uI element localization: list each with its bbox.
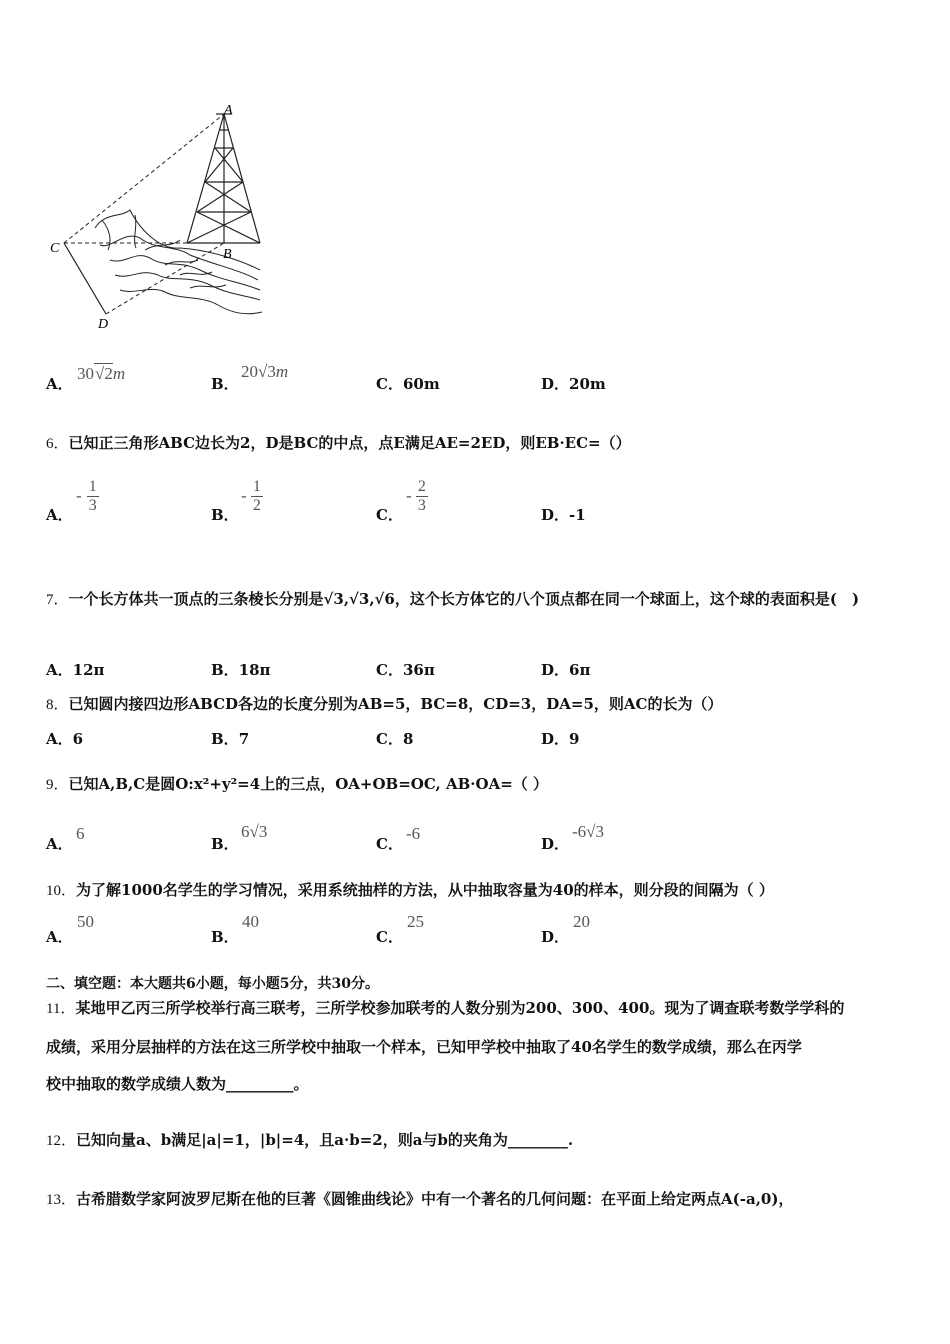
q9-option-d[interactable]: D． <box>541 835 570 853</box>
q9-option-a-value: 6 <box>76 824 85 843</box>
question-11-line2: 成绩，采用分层抽样的方法在这三所学校中抽取一个样本，已知甲学校中抽取了40名学生的数学成绩，那么在丙学 <box>46 1038 802 1056</box>
q8-option-a[interactable]: A．6 <box>46 730 84 748</box>
q5-option-b-value: 20√3m <box>241 362 289 381</box>
q5-option-b[interactable]: B． <box>211 375 239 393</box>
q10-option-b[interactable]: B． <box>211 928 239 946</box>
q8-option-b[interactable]: B．7 <box>211 730 250 748</box>
q10-option-c-value: 25 <box>407 912 424 931</box>
question-10: 10．为了解1000名学生的学习情况，采用系统抽样的方法，从中抽取容量为40的样本，则分段的间隔为（ ） <box>46 881 774 899</box>
q6-option-b-value: - $\frac{1}{2}$ <box>241 478 261 514</box>
question-12: 12．已知向量a、b满足|a|=1，|b|=4，且a·b=2，则a与b的夹角为________. <box>46 1131 574 1149</box>
q9-option-a[interactable]: A． <box>46 835 73 853</box>
q6-option-a-value: - $\frac{1}{3}$ <box>76 478 97 514</box>
label-D: D <box>98 317 109 332</box>
question-11-line3: 校中抽取的数学成绩人数为_________。 <box>46 1075 309 1093</box>
q7-option-c[interactable]: C．36π <box>376 661 435 679</box>
q9-option-c[interactable]: C． <box>376 835 403 853</box>
q5-option-c[interactable]: C．60m <box>376 375 440 393</box>
q9-option-d-value: -6√3 <box>572 822 604 841</box>
q5-option-d[interactable]: D．20m <box>541 375 606 393</box>
question-7: 7．一个长方体共一顶点的三条棱长分别是√3,√3,√6，这个长方体它的八个顶点都在同一个球面上，这个球的表面积是( ) <box>46 590 860 608</box>
q7-option-d[interactable]: D．6π <box>541 661 591 679</box>
q10-option-d-value: 20 <box>573 912 590 931</box>
q10-option-b-value: 40 <box>242 912 259 931</box>
question-8: 8．已知圆内接四边形ABCD各边的长度分别为AB=5，BC=8，CD=3，DA=5，则AC的长为（） <box>46 695 723 713</box>
question-9: 9．已知A,B,C是圆O:x²+y²=4上的三点，OA+OB=OC, AB·OA=（ ） <box>46 775 548 793</box>
q8-option-c[interactable]: C．8 <box>376 730 414 748</box>
q10-option-a[interactable]: A． <box>46 928 73 946</box>
q6-option-b[interactable]: B． <box>211 506 239 524</box>
q10-option-d[interactable]: D． <box>541 928 570 946</box>
label-A: A <box>224 103 233 118</box>
q5-option-a-value: 30√2m <box>77 364 126 383</box>
q9-option-c-value: -6 <box>406 824 421 843</box>
question-13: 13．古希腊数学家阿波罗尼斯在他的巨著《圆锥曲线论》中有一个著名的几何问题：在平面上给定两点A(-a,0)， <box>46 1190 794 1208</box>
q5-option-a[interactable]: A． <box>46 375 73 393</box>
question-6: 6．已知正三角形ABC边长为2，D是BC的中点，点E满足AE=2ED，则EB·EC=（） <box>46 434 631 452</box>
q6-option-c-value: - $\frac{2}{3}$ <box>406 478 426 514</box>
q10-option-c[interactable]: C． <box>376 928 403 946</box>
question-11-line1: 11．某地甲乙丙三所学校举行高三联考，三所学校参加联考的人数分别为200、300、400。现为了调查联考数学学科的 <box>46 999 845 1017</box>
label-C: C <box>50 241 60 256</box>
q6-option-a[interactable]: A． <box>46 506 73 524</box>
q10-option-a-value: 50 <box>77 912 94 931</box>
q6-option-c[interactable]: C． <box>376 506 403 524</box>
label-B: B <box>223 247 232 262</box>
q7-option-a[interactable]: A．12π <box>46 661 105 679</box>
q8-option-d[interactable]: D．9 <box>541 730 580 748</box>
q9-option-b[interactable]: B． <box>211 835 239 853</box>
q9-option-b-value: 6√3 <box>241 822 268 841</box>
section-2-title: 二、填空题：本大题共6小题，每小题5分，共30分。 <box>46 976 379 992</box>
tower-figure <box>40 100 280 344</box>
q6-option-d[interactable]: D．-1 <box>541 506 586 524</box>
q7-option-b[interactable]: B．18π <box>211 661 271 679</box>
